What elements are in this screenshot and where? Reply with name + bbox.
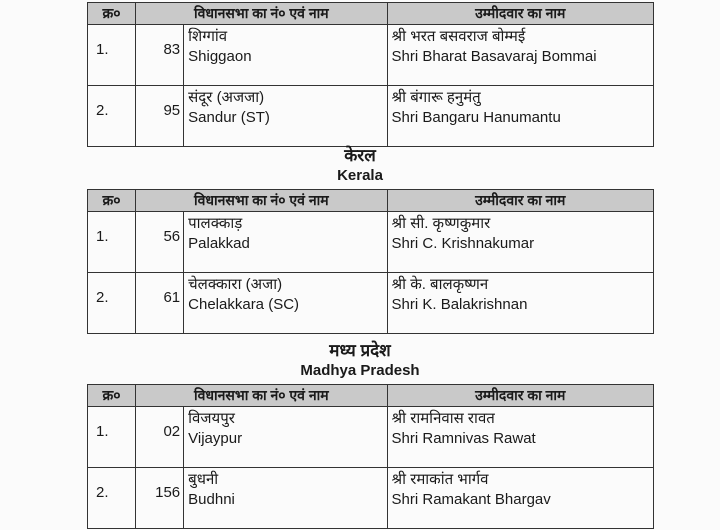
constituency-name-hindi: विजयपुर	[188, 410, 235, 427]
constituency-name	[184, 468, 387, 529]
candidate-name-english: Shri Ramakant Bhargav	[391, 491, 551, 508]
candidate-name	[387, 273, 653, 334]
constituency-number: 02	[136, 407, 184, 468]
candidate-name	[387, 86, 653, 147]
candidate-name-english: Shri Bharat Basavaraj Bommai	[391, 48, 597, 65]
constituency-name	[184, 273, 387, 334]
candidate-name-hindi: श्री रामनिवास रावत	[391, 410, 495, 427]
header-sn: क्र०	[88, 3, 136, 25]
madhya-pradesh-title-hindi: मध्य प्रदेश	[329, 341, 391, 360]
constituency-name	[184, 407, 387, 468]
constituency-name-hindi: शिग्गांव	[188, 28, 228, 45]
kerala-title-hindi: केरल	[344, 146, 376, 165]
header-constituency: विधानसभा का नं० एवं नाम	[136, 190, 387, 212]
header-constituency: विधानसभा का नं० एवं नाम	[136, 385, 387, 407]
table-row	[88, 468, 654, 529]
constituency-number: 156	[136, 468, 184, 529]
candidate-name-english: Shri K. Balakrishnan	[391, 296, 528, 313]
table-row	[88, 212, 654, 273]
constituency-name	[184, 212, 387, 273]
candidate-name-hindi: श्री के. बालकृष्णन	[391, 276, 489, 293]
header-sn: क्र०	[88, 385, 136, 407]
constituency-name-hindi: पालक्काड़	[188, 215, 243, 232]
candidate-name-hindi: श्री बंगारू हनुमंतु	[391, 89, 481, 106]
constituency-name-english: Vijaypur	[188, 430, 243, 447]
constituency-name	[184, 86, 387, 147]
constituency-name	[184, 25, 387, 86]
kerala-title-english: Kerala	[337, 167, 383, 184]
candidate-name	[387, 468, 653, 529]
constituency-name-english: Palakkad	[188, 235, 250, 252]
table-header-row	[88, 190, 654, 212]
candidate-name	[387, 25, 653, 86]
candidate-name-english: Shri Bangaru Hanumantu	[391, 109, 561, 126]
candidate-name-english: Shri Ramnivas Rawat	[391, 430, 536, 447]
header-candidate: उम्मीदवार का नाम	[387, 190, 653, 212]
constituency-name-hindi: बुधनी	[188, 471, 219, 488]
kerala-candidate-table	[87, 189, 654, 334]
serial-number: 1.	[88, 407, 136, 468]
madhya-pradesh-candidate-table	[87, 384, 654, 529]
candidate-name-hindi: श्री रमाकांत भार्गव	[391, 471, 489, 488]
candidate-name	[387, 212, 653, 273]
constituency-number: 56	[136, 212, 184, 273]
madhya-pradesh-title-english: Madhya Pradesh	[300, 362, 420, 379]
constituency-name-english: Sandur (ST)	[188, 109, 270, 126]
header-constituency: विधानसभा का नं० एवं नाम	[136, 3, 387, 25]
candidate-name-hindi: श्री भरत बसवराज बोम्मई	[391, 28, 526, 45]
table-row	[88, 25, 654, 86]
constituency-name-english: Chelakkara (SC)	[188, 296, 300, 313]
constituency-number: 95	[136, 86, 184, 147]
table-header-row	[88, 3, 654, 25]
table-row	[88, 86, 654, 147]
header-candidate: उम्मीदवार का नाम	[387, 3, 653, 25]
candidate-name	[387, 407, 653, 468]
karnataka-candidate-table	[87, 2, 654, 147]
constituency-name-hindi: चेलक्कारा (अजा)	[188, 276, 283, 293]
constituency-name-english: Budhni	[188, 491, 235, 508]
table-row	[88, 273, 654, 334]
table-row	[88, 407, 654, 468]
header-sn: क्र०	[88, 190, 136, 212]
serial-number: 2.	[88, 468, 136, 529]
constituency-number: 83	[136, 25, 184, 86]
serial-number: 1.	[88, 212, 136, 273]
serial-number: 1.	[88, 25, 136, 86]
candidate-name-english: Shri C. Krishnakumar	[391, 235, 535, 252]
candidate-name-hindi: श्री सी. कृष्णकुमार	[391, 215, 491, 232]
header-candidate: उम्मीदवार का नाम	[387, 385, 653, 407]
table-header-row	[88, 385, 654, 407]
constituency-name-english: Shiggaon	[188, 48, 252, 65]
constituency-number: 61	[136, 273, 184, 334]
constituency-name-hindi: संदूर (अजजा)	[188, 89, 265, 106]
serial-number: 2.	[88, 273, 136, 334]
serial-number: 2.	[88, 86, 136, 147]
